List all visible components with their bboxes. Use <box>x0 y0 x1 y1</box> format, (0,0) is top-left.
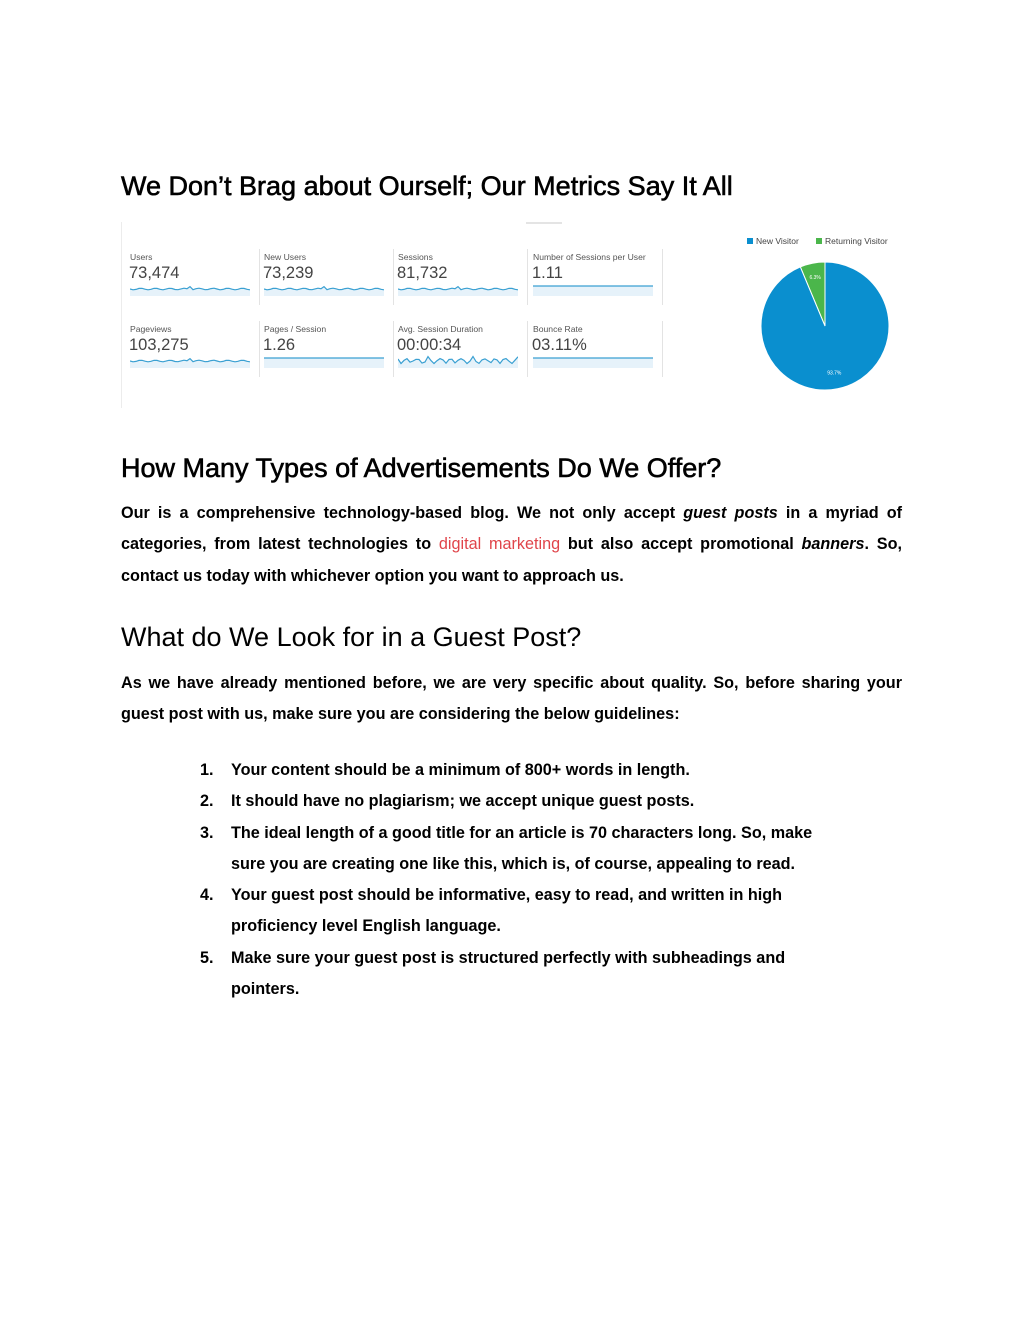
metric-label: Bounce Rate <box>533 324 583 334</box>
guidelines-intro-paragraph: As we have already mentioned before, we are very specific about quality. So, before sharing your guest post with us, make sure you are considering the below guidelines: <box>121 674 902 724</box>
metric-value: 1.26 <box>263 336 296 354</box>
metric-label: Sessions <box>398 252 433 262</box>
sparkline-fill <box>398 287 518 296</box>
metric-value: 81,732 <box>397 264 448 282</box>
sparkline-fill <box>533 286 653 296</box>
dashboard-left-border <box>121 222 122 408</box>
digital-marketing-link[interactable]: digital marketing <box>438 535 561 554</box>
paragraph-text: . So, contact us today with whichever option you want to approach us. <box>121 535 902 585</box>
legend-label: Returning Visitor <box>825 236 888 246</box>
guideline-text: Make sure your guest post is structured perfectly with subheadings and pointers. <box>231 948 786 999</box>
card-separator <box>259 321 260 377</box>
metric-sparkline <box>130 353 250 368</box>
metric-card <box>264 324 387 380</box>
guideline-item <box>0 880 836 943</box>
card-separator <box>662 249 663 305</box>
sparkline-fill <box>533 358 653 368</box>
metric-value: 00:00:34 <box>397 336 462 354</box>
metric-label: Pageviews <box>130 324 172 334</box>
guideline-text: It should have no plagiarism; we accept unique guest posts. <box>231 792 695 811</box>
metric-value: 73,474 <box>129 264 180 282</box>
guideline-item <box>0 818 836 881</box>
guideline-item <box>0 786 836 817</box>
metric-value: 103,275 <box>129 336 189 354</box>
metric-sparkline <box>398 281 518 296</box>
ad-types-paragraph <box>121 498 902 592</box>
guideline-number: 1. <box>200 761 214 779</box>
metric-sparkline <box>398 353 518 368</box>
guidelines-list <box>0 755 900 1005</box>
sparkline-fill <box>264 287 384 296</box>
card-separator <box>527 249 528 305</box>
sparkline-fill <box>130 287 250 296</box>
legend-label: New Visitor <box>756 236 799 246</box>
guideline-number: 2. <box>200 792 214 811</box>
metric-sparkline <box>264 281 384 296</box>
card-separator <box>527 321 528 377</box>
metric-label: New Users <box>264 252 307 262</box>
metric-sparkline <box>533 353 653 368</box>
guideline-number: 4. <box>200 886 214 905</box>
metric-card <box>130 252 253 308</box>
banners-emphasis: banners <box>801 535 865 554</box>
dashboard-divider <box>526 222 562 224</box>
heading-metrics: We Don’t Brag about Ourself; Our Metrics Say It All <box>121 171 733 201</box>
sparkline-fill <box>264 358 384 368</box>
heading-ad-types: How Many Types of Advertisements Do We Offer? <box>121 453 722 483</box>
metric-card <box>398 252 521 308</box>
guideline-text: Your content should be a minimum of 800+ words in length. <box>231 761 690 779</box>
paragraph-text: Our is a comprehensive technology-based blog. We not only accept <box>121 504 684 522</box>
metric-value: 1.11 <box>532 264 563 282</box>
paragraph-text: but also accept promotional <box>560 535 802 554</box>
metric-label: Users <box>130 252 153 262</box>
pie-slice <box>761 262 889 390</box>
guideline-item <box>0 755 836 786</box>
metric-card <box>130 324 253 380</box>
sparkline-fill <box>398 357 518 369</box>
guideline-item <box>0 943 836 1006</box>
pie-slice-label: 6.3% <box>809 275 821 282</box>
card-separator <box>259 249 260 305</box>
legend-swatch <box>747 238 753 244</box>
card-separator <box>393 249 394 305</box>
metric-card <box>533 252 656 308</box>
visitor-pie-chart <box>741 232 911 402</box>
guideline-number: 5. <box>200 948 214 967</box>
metric-card <box>533 324 656 380</box>
metric-label: Number of Sessions per User <box>533 252 646 262</box>
pie-slice-label: 93.7% <box>827 370 842 377</box>
paragraph-text: in a myriad of categories, from latest technologies to <box>121 504 903 554</box>
analytics-dashboard-image <box>121 222 674 408</box>
card-separator <box>662 321 663 377</box>
guest-posts-emphasis: guest posts <box>683 504 778 522</box>
metric-label: Pages / Session <box>264 324 327 334</box>
metric-card <box>264 252 387 308</box>
card-separator <box>393 321 394 377</box>
metric-value: 03.11% <box>532 336 587 354</box>
metric-sparkline <box>130 281 250 296</box>
heading-guest-post-criteria: What do We Look for in a Guest Post? <box>121 622 582 652</box>
guideline-text: Your guest post should be informative, easy to read, and written in high proficiency level English language. <box>231 886 783 936</box>
guideline-number: 3. <box>200 823 214 842</box>
sparkline-fill <box>130 359 250 368</box>
legend-swatch <box>816 238 822 244</box>
metric-sparkline <box>533 281 653 296</box>
guideline-text: The ideal length of a good title for an article is 70 characters long. So, make sure you are creating one like this, which is, of course, appealing to read. <box>231 823 813 873</box>
metric-sparkline <box>264 353 384 368</box>
metric-label: Avg. Session Duration <box>398 324 483 334</box>
metric-card <box>398 324 521 380</box>
metric-value: 73,239 <box>263 264 314 282</box>
